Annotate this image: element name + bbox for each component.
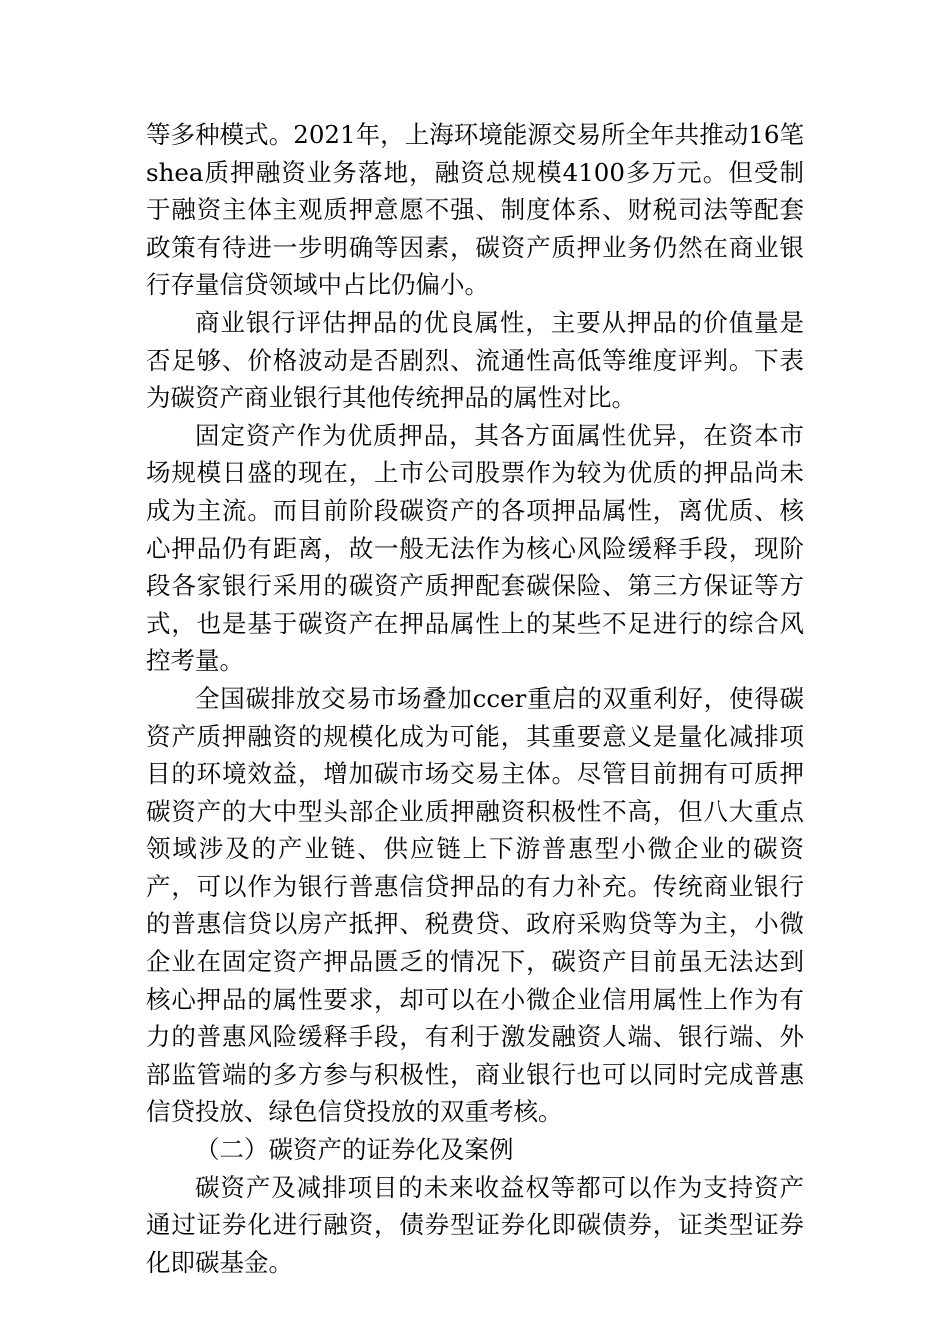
body-paragraph-2: 商业银行评估押品的优良属性，主要从押品的价值量是否足够、价格波动是否剧烈、流通性高低等维度评判。下表为碳资产商业银行其他传统押品的属性对比。 xyxy=(146,307,804,413)
document-page xyxy=(146,116,804,1281)
body-paragraph-final: 碳资产及减排项目的未来收益权等都可以作为支持资产通过证券化进行融资，债券型证券化即碳债券，证类型证券化即碳基金。 xyxy=(146,1172,804,1277)
body-paragraph-3: 固定资产作为优质押品，其各方面属性优异，在资本市场规模日盛的现在，上市公司股票作为较为优质的押品尚未成为主流。而目前阶段碳资产的各项押品属性，离优质、核心押品仍有距离，故一般无法作为核心风险缓释手段，现阶段各家银行采用的碳资产质押配套碳保险、第三方保证等方式，也是基于碳资产在押品属性上的某些不足进行的综合风控考量。 xyxy=(146,420,804,676)
section-heading: （二）碳资产的证券化及案例 xyxy=(195,1135,514,1165)
body-paragraph-4: 全国碳排放交易市场叠加ccer重启的双重利好，使得碳资产质押融资的规模化成为可能，其重要意义是量化减排项目的环境效益，增加碳市场交易主体。尽管目前拥有可质押碳资产的大中型头部企业质押融资积极性不高，但八大重点领域涉及的产业链、供应链上下游普惠型小微企业的碳资产，可以作为银行普惠信贷押品的有力补充。传统商业银行的普惠信贷以房产抵押、税费贷、政府采购贷等为主，小微企业在固定资产押品匮乏的情况下，碳资产目前虽无法达到核心押品的属性要求，却可以在小微企业信用属性上作为有力的普惠风险缓释手段，有利于激发融资人端、银行端、外部监管端的多方参与积极性，商业银行也可以同时完成普惠信贷投放、绿色信贷投放的双重考核。 xyxy=(146,683,804,1127)
body-paragraph-1: 等多种模式。2021年，上海环境能源交易所全年共推动16笔shea质押融资业务落地，融资总规模4100多万元。但受制于融资主体主观质押意愿不强、制度体系、财税司法等配套政策有待进一步明确等因素，碳资产质押业务仍然在商业银行存量信贷领域中占比仍偏小。 xyxy=(146,120,804,300)
